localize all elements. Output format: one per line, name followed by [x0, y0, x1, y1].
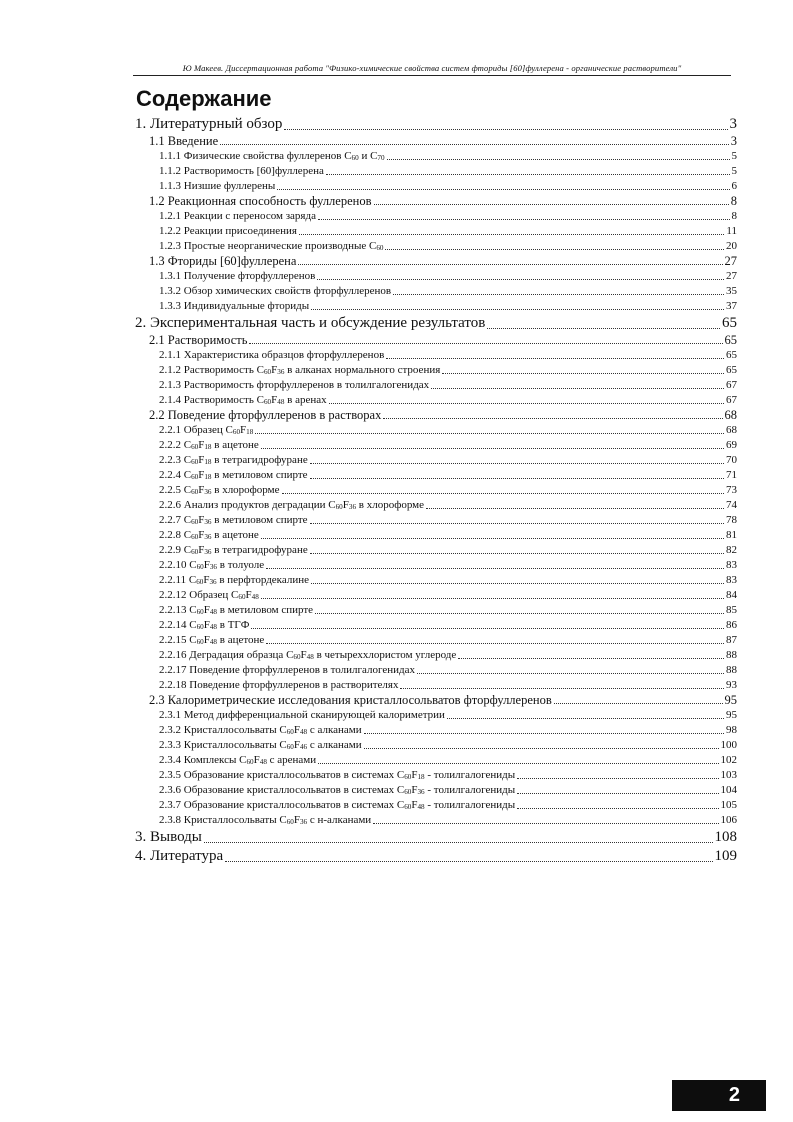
- toc-entry-page: 106: [720, 814, 737, 826]
- toc-leader-dots: [204, 842, 713, 843]
- toc-entry: [133, 513, 737, 528]
- toc-leader-dots: [364, 733, 724, 734]
- toc-entry-label: 2.2.17 Поведение фторфуллеренов в толилгалогенидах: [159, 664, 415, 676]
- toc-entry-page: 109: [714, 848, 737, 864]
- toc-leader-dots: [400, 688, 724, 689]
- toc-entry-label: 1.3.3 Индивидуальные фториды: [159, 300, 310, 312]
- toc-leader-dots: [266, 643, 724, 644]
- toc-entry: [133, 269, 737, 284]
- toc-entry-page: 81: [726, 529, 737, 541]
- toc-entry-page: 67: [726, 379, 737, 391]
- toc-leader-dots: [383, 418, 722, 419]
- toc-leader-dots: [487, 328, 720, 329]
- toc-entry: [133, 603, 737, 618]
- toc-entry-page: 3: [729, 116, 737, 132]
- toc-leader-dots: [431, 388, 724, 389]
- toc-entry-page: 5: [731, 150, 737, 162]
- toc-entry-page: 104: [720, 784, 737, 796]
- toc-entry-page: 98: [726, 724, 737, 736]
- toc-entry-label: 2.2.16 Деградация образца $C_{60}F_{48}$ в четыреххлористом углероде: [159, 649, 457, 662]
- toc-entry-label: 1.1.2 Растворимость [60]фуллерена: [159, 165, 324, 177]
- toc-entry: [133, 254, 737, 269]
- page-title: Содержание: [136, 86, 272, 111]
- toc-entry-page: 88: [726, 649, 737, 661]
- toc-entry-label: 2.2.12 Образец $C_{60}F_{48}$: [159, 589, 259, 602]
- toc-entry: [133, 453, 737, 468]
- toc-entry: [133, 588, 737, 603]
- toc-entry: [133, 164, 737, 179]
- toc-entry-page: 86: [726, 619, 737, 631]
- toc-entry: [133, 134, 737, 149]
- toc-entry-label: 1.1 Введение: [149, 134, 219, 148]
- toc-entry-page: 65: [726, 364, 737, 376]
- toc-entry: [133, 558, 737, 573]
- toc-entry-label: 2.3.3 Кристаллосольваты $C_{60}F_{46}$ с алканами: [159, 739, 362, 752]
- toc-entry-label: 2.3.2 Кристаллосольваты $C_{60}F_{48}$ с алканами: [159, 724, 362, 737]
- toc-entry-label: 2.3.8 Кристаллосольваты $C_{60}F_{36}$ с н-алканами: [159, 814, 372, 827]
- toc-entry: [133, 813, 737, 828]
- toc-leader-dots: [282, 493, 725, 494]
- toc-entry-label: 2.2.14 $C_{60}F_{48}$ в ТГФ: [159, 619, 250, 632]
- toc-entry-label: 2.1.2 Растворимость $C_{60}F_{36}$ в алканах нормального строения: [159, 364, 441, 377]
- toc-entry: [133, 224, 737, 239]
- toc-entry: [133, 348, 737, 363]
- toc-entry: [133, 179, 737, 194]
- toc-entry-label: 2.2.9 $C_{60}F_{36}$ в тетрагидрофуране: [159, 544, 308, 557]
- toc-leader-dots: [261, 448, 724, 449]
- toc-entry: [133, 284, 737, 299]
- toc-leader-dots: [277, 189, 729, 190]
- toc-entry: [133, 408, 737, 423]
- toc-leader-dots: [554, 703, 723, 704]
- toc-entry-label: 2.2.3 $C_{60}F_{18}$ в тетрагидрофуране: [159, 454, 308, 467]
- toc-leader-dots: [318, 219, 730, 220]
- toc-entry: [133, 723, 737, 738]
- toc-entry-label: 2.2.18 Поведение фторфуллеренов в растворителях: [159, 679, 399, 691]
- toc-entry-page: 35: [726, 285, 737, 297]
- toc-leader-dots: [442, 373, 724, 374]
- toc-leader-dots: [299, 234, 724, 235]
- toc-entry-label: 2.1.1 Характеристика образцов фторфуллеренов: [159, 349, 385, 361]
- toc-entry-page: 8: [731, 210, 737, 222]
- toc-entry-page: 105: [720, 799, 737, 811]
- toc-leader-dots: [393, 294, 724, 295]
- toc-entry-page: 27: [726, 270, 737, 282]
- toc-entry-page: 68: [726, 424, 737, 436]
- toc-entry-page: 68: [724, 408, 737, 422]
- toc-entry-label: 2.2.5 $C_{60}F_{36}$ в хлороформе: [159, 484, 280, 497]
- toc-entry-label: 2.2.1 Образец $C_{60}F_{18}$: [159, 424, 254, 437]
- toc-entry-page: 78: [726, 514, 737, 526]
- table-of-contents: [133, 115, 737, 866]
- toc-entry-label: 2.3.4 Комплексы $C_{60}F_{48}$ с аренами: [159, 754, 317, 767]
- toc-entry-page: 5: [731, 165, 737, 177]
- toc-leader-dots: [310, 553, 724, 554]
- toc-entry-label: 1.2.3 Простые неорганические производные $C_{60}$: [159, 240, 384, 253]
- toc-entry: [133, 633, 737, 648]
- toc-entry-page: 37: [726, 300, 737, 312]
- toc-entry-label: 2.3 Калориметрические исследования кристаллосольватов фторфуллеренов: [149, 693, 552, 707]
- toc-entry: [133, 468, 737, 483]
- toc-entry-page: 102: [720, 754, 737, 766]
- toc-entry-page: 65: [726, 349, 737, 361]
- toc-leader-dots: [225, 861, 712, 862]
- toc-leader-dots: [249, 343, 722, 344]
- toc-entry: [133, 333, 737, 348]
- toc-entry-label: 2.1.3 Растворимость фторфуллеренов в толилгалогенидах: [159, 379, 430, 391]
- toc-entry: [133, 783, 737, 798]
- toc-leader-dots: [517, 793, 718, 794]
- toc-leader-dots: [364, 748, 719, 749]
- toc-entry-label: 1.2.1 Реакции с переносом заряда: [159, 210, 316, 222]
- toc-entry-page: 95: [726, 709, 737, 721]
- toc-entry-page: 103: [720, 769, 737, 781]
- toc-leader-dots: [517, 808, 718, 809]
- toc-entry-page: 108: [714, 829, 737, 845]
- toc-entry-page: 83: [726, 559, 737, 571]
- toc-entry-page: 65: [724, 333, 737, 347]
- toc-entry-label: 2.1.4 Растворимость $C_{60}F_{48}$ в аренах: [159, 394, 327, 407]
- toc-entry-label: 2.2.11 $C_{60}F_{36}$ в перфтордекалине: [159, 574, 309, 587]
- toc-entry-label: 1.2 Реакционная способность фуллеренов: [149, 194, 372, 208]
- toc-entry-page: 71: [726, 469, 737, 481]
- toc-leader-dots: [261, 538, 724, 539]
- toc-leader-dots: [261, 598, 724, 599]
- toc-entry-page: 69: [726, 439, 737, 451]
- toc-leader-dots: [517, 778, 718, 779]
- toc-entry: [133, 828, 737, 847]
- toc-entry-page: 83: [726, 574, 737, 586]
- toc-leader-dots: [426, 508, 724, 509]
- toc-entry: [133, 678, 737, 693]
- toc-entry-label: 1.1.1 Физические свойства фуллеренов $C_{60}$ и $C_{70}$: [159, 150, 385, 163]
- toc-entry-label: 2.2.4 $C_{60}F_{18}$ в метиловом спирте: [159, 469, 308, 482]
- toc-entry-label: 2.2.8 $C_{60}F_{36}$ в ацетоне: [159, 529, 259, 542]
- toc-entry: [133, 798, 737, 813]
- toc-entry-label: 2.2.13 $C_{60}F_{48}$ в метиловом спирте: [159, 604, 314, 617]
- toc-leader-dots: [284, 129, 727, 130]
- toc-leader-dots: [387, 159, 730, 160]
- toc-leader-dots: [318, 763, 718, 764]
- toc-entry: [133, 209, 737, 224]
- toc-entry: [133, 663, 737, 678]
- toc-entry-page: 95: [724, 693, 737, 707]
- toc-entry-label: 2.2.6 Анализ продуктов деградации $C_{60}F_{36}$ в хлороформе: [159, 499, 425, 512]
- toc-leader-dots: [255, 433, 724, 434]
- toc-leader-dots: [458, 658, 724, 659]
- toc-entry-label: 2.1 Растворимость: [149, 333, 248, 347]
- toc-leader-dots: [220, 144, 729, 145]
- toc-entry-label: 2. Экспериментальная часть и обсуждение результатов: [135, 315, 486, 331]
- toc-entry-label: 1.3.2 Обзор химических свойств фторфуллеренов: [159, 285, 392, 297]
- toc-entry-label: 1.3.1 Получение фторфуллеренов: [159, 270, 316, 282]
- toc-leader-dots: [417, 673, 724, 674]
- toc-leader-dots: [385, 249, 724, 250]
- toc-entry: [133, 847, 737, 866]
- toc-entry: [133, 768, 737, 783]
- toc-entry-label: 1.1.3 Низшие фуллерены: [159, 180, 276, 192]
- toc-entry-page: 6: [731, 180, 737, 192]
- toc-entry-page: 87: [726, 634, 737, 646]
- toc-entry: [133, 528, 737, 543]
- toc-entry-page: 20: [726, 240, 737, 252]
- toc-entry: [133, 239, 737, 254]
- toc-entry: [133, 393, 737, 408]
- toc-leader-dots: [374, 204, 729, 205]
- toc-entry-page: 73: [726, 484, 737, 496]
- toc-entry-page: 74: [726, 499, 737, 511]
- toc-entry: [133, 573, 737, 588]
- toc-entry: [133, 363, 737, 378]
- toc-leader-dots: [317, 279, 724, 280]
- toc-entry-label: 2.2.10 $C_{60}F_{36}$ в толуоле: [159, 559, 265, 572]
- toc-leader-dots: [326, 174, 730, 175]
- toc-entry: [133, 299, 737, 314]
- toc-entry-label: 2.3.6 Образование кристаллосольватов в системах $C_{60}F_{36}$ - толилгалогениды: [159, 784, 516, 797]
- toc-leader-dots: [310, 523, 724, 524]
- toc-leader-dots: [386, 358, 724, 359]
- toc-entry-page: 70: [726, 454, 737, 466]
- toc-entry: [133, 115, 737, 134]
- toc-entry-page: 11: [726, 225, 737, 237]
- toc-entry-page: 84: [726, 589, 737, 601]
- toc-entry: [133, 423, 737, 438]
- toc-entry-label: 3. Выводы: [135, 829, 202, 845]
- page-number-badge: 2: [672, 1080, 766, 1111]
- toc-entry-label: 2.2 Поведение фторфуллеренов в растворах: [149, 408, 382, 422]
- toc-leader-dots: [251, 628, 724, 629]
- toc-entry-page: 82: [726, 544, 737, 556]
- toc-entry-label: 2.2.7 $C_{60}F_{36}$ в метиловом спирте: [159, 514, 308, 527]
- toc-entry: [133, 194, 737, 209]
- toc-entry-page: 100: [720, 739, 737, 751]
- toc-leader-dots: [298, 264, 722, 265]
- toc-entry: [133, 753, 737, 768]
- toc-entry: [133, 648, 737, 663]
- toc-entry-page: 3: [730, 134, 737, 148]
- toc-entry-page: 93: [726, 679, 737, 691]
- toc-leader-dots: [310, 478, 724, 479]
- running-header: Ю Макеев. Диссертационная работа "Физико-химические свойства систем фториды [60]фуллерена - органические растворители": [133, 63, 731, 76]
- toc-entry-label: 1. Литературный обзор: [135, 116, 283, 132]
- toc-entry-page: 27: [724, 254, 737, 268]
- toc-entry: [133, 378, 737, 393]
- toc-entry-label: 1.3 Фториды [60]фуллерена: [149, 254, 297, 268]
- toc-entry: [133, 483, 737, 498]
- toc-entry-label: 2.2.2 $C_{60}F_{18}$ в ацетоне: [159, 439, 259, 452]
- toc-entry-label: 2.3.5 Образование кристаллосольватов в системах $C_{60}F_{18}$ - толилгалогениды: [159, 769, 516, 782]
- toc-entry: [133, 693, 737, 708]
- toc-entry-page: 88: [726, 664, 737, 676]
- toc-entry-page: 85: [726, 604, 737, 616]
- toc-entry-label: 2.3.1 Метод дифференциальной сканирующей калориметрии: [159, 709, 445, 721]
- toc-leader-dots: [310, 463, 724, 464]
- toc-leader-dots: [329, 403, 724, 404]
- toc-entry: [133, 543, 737, 558]
- toc-entry: [133, 738, 737, 753]
- toc-entry: [133, 314, 737, 333]
- toc-entry-label: 2.2.15 $C_{60}F_{48}$ в ацетоне: [159, 634, 265, 647]
- toc-entry: [133, 618, 737, 633]
- toc-leader-dots: [315, 613, 724, 614]
- toc-entry-label: 2.3.7 Образование кристаллосольватов в системах $C_{60}F_{48}$ - толилгалогениды: [159, 799, 516, 812]
- toc-leader-dots: [311, 583, 724, 584]
- toc-entry-page: 8: [730, 194, 737, 208]
- toc-entry-page: 67: [726, 394, 737, 406]
- toc-leader-dots: [447, 718, 724, 719]
- toc-leader-dots: [266, 568, 724, 569]
- toc-entry-label: 4. Литература: [135, 848, 224, 864]
- toc-entry: [133, 498, 737, 513]
- toc-leader-dots: [373, 823, 718, 824]
- toc-entry: [133, 438, 737, 453]
- toc-entry-page: 65: [722, 315, 737, 331]
- toc-leader-dots: [311, 309, 724, 310]
- toc-entry: [133, 708, 737, 723]
- toc-entry-label: 1.2.2 Реакции присоединения: [159, 225, 297, 237]
- toc-entry: [133, 149, 737, 164]
